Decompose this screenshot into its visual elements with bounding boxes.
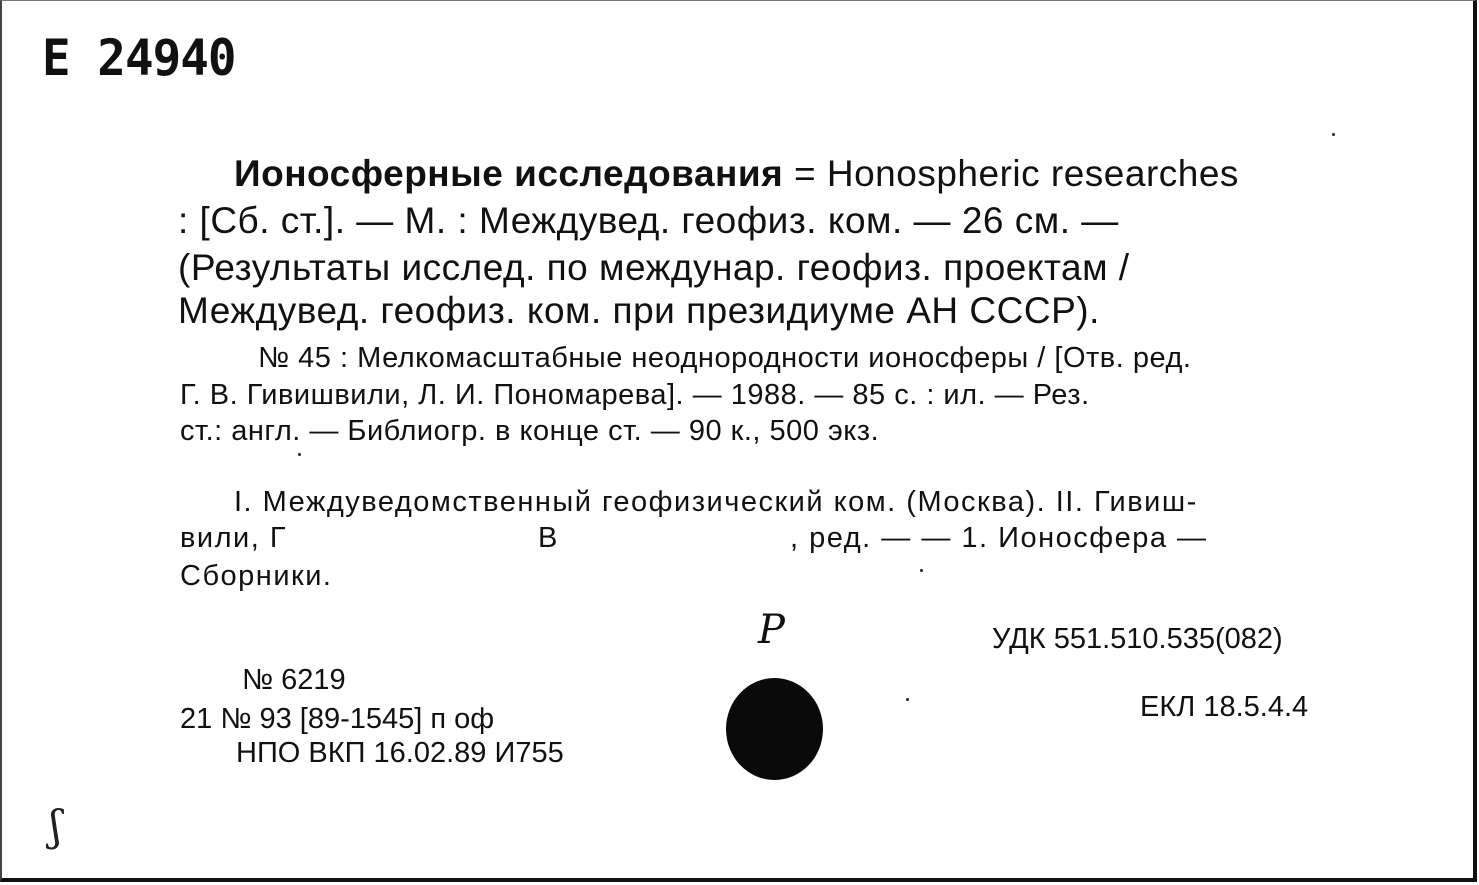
title-line-1: [234, 153, 1239, 195]
title-line-4: Междувед. геофиз. ком. при президиуме АН СССР).: [178, 290, 1100, 331]
parallel-title: = Honospheric researches: [783, 153, 1239, 194]
ekl-code: ЕКЛ 18.5.4.4: [1140, 691, 1309, 723]
publisher-line: НПО ВКП 16.02.89 И755: [236, 737, 564, 769]
tracings-line-1: I. Междуведомственный геофизический ком. (Москва). II. Гивиш-: [234, 486, 1198, 518]
tracings-line-3: Сборники.: [180, 560, 333, 592]
punched-hole-dot: [726, 678, 823, 780]
order-line: 21 № 93 [89-1545] п оф: [180, 703, 495, 735]
title-line-3: (Результаты исслед. по междунар. геофиз. проектам /: [178, 247, 1130, 288]
volume-line-1: № 45 : Мелкомасштабные неоднородности ионосферы / [Отв. ред.: [258, 342, 1192, 374]
ink-speck: [920, 569, 923, 572]
volume-line-2: Г. В. Гивишвили, Л. И. Пономарева]. — 1988. — 85 с. : ил. — Рез.: [180, 379, 1090, 411]
call-number: Е 24940: [42, 29, 236, 87]
ink-speck: [1332, 133, 1335, 136]
handwritten-mark: Р: [758, 607, 785, 653]
margin-pen-mark: ʃ: [50, 801, 62, 850]
tracings-subject: , ред. — — 1. Ионосфера —: [790, 522, 1208, 554]
accession-number: № 6219: [242, 664, 346, 696]
ink-speck: [906, 698, 909, 701]
ink-speck: [298, 453, 301, 456]
bold-title: Ионосферные исследования: [234, 153, 784, 194]
title-line-2: : [Сб. ст.]. — М. : Междувед. геофиз. ком. — 26 см. —: [178, 200, 1119, 241]
tracings-name-part-b: В: [538, 522, 559, 554]
udk-code: УДК 551.510.535(082): [992, 623, 1283, 655]
tracings-name-part-a: вили, Г: [180, 522, 288, 554]
volume-line-3: ст.: англ. — Библиогр. в конце ст. — 90 к., 500 экз.: [180, 415, 880, 447]
